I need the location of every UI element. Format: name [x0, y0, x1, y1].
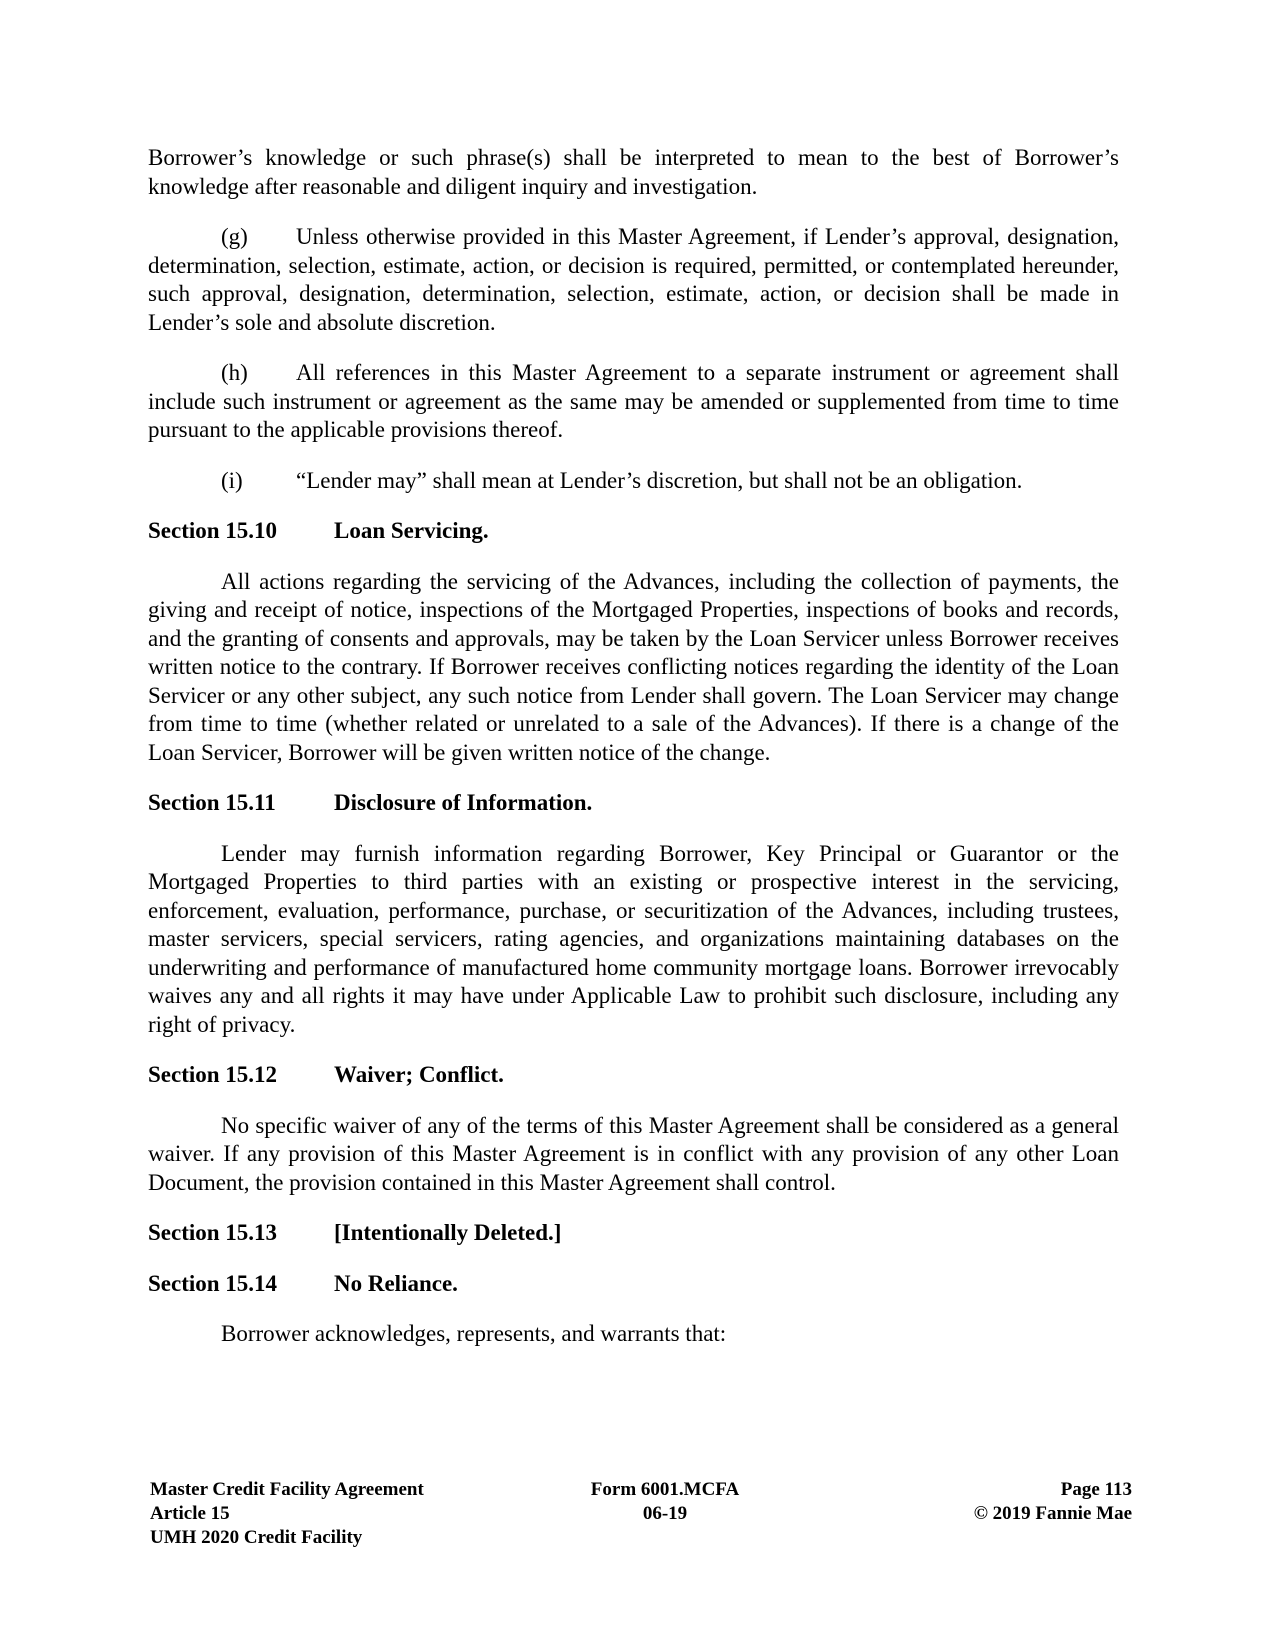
- item-i-label: (i): [221, 467, 243, 493]
- footer-left: [150, 1478, 424, 1550]
- section-15-11-number: Section 15.11: [148, 790, 276, 815]
- section-15-12-title: Waiver; Conflict.: [334, 1062, 504, 1087]
- section-15-10-title: Loan Servicing.: [334, 518, 489, 543]
- footer-right: [974, 1478, 1132, 1526]
- footer-form-date: 06-19: [642, 1503, 688, 1524]
- item-h-label: (h): [221, 360, 248, 385]
- item-i-text: “Lender may” shall mean at Lender’s discretion, but shall not be an obligation.: [296, 467, 1023, 493]
- footer-page-number: Page 113: [1060, 1479, 1132, 1500]
- section-15-13-heading: [148, 1219, 1119, 1248]
- section-15-14-title: No Reliance.: [334, 1270, 458, 1296]
- footer-document-title: Master Credit Facility Agreement: [150, 1479, 424, 1500]
- continuation-paragraph: Borrower’s knowledge or such phrase(s) shall be interpreted to mean to the best of Borrower’s knowledge after reasonable and diligent inquiry and investigation.: [148, 145, 1119, 199]
- footer-article: Article 15: [150, 1503, 230, 1524]
- item-g-text: Unless otherwise provided in this Master Agreement, if Lender’s approval, designation, determination, selection, estimate, action, or decision is required, permitted, or contemplated hereunder, such approval, designation, determination, selection, estimate, action, or decision shall be made in Lender’s sole and absolute discretion.: [148, 224, 1119, 335]
- footer-copyright: © 2019 Fannie Mae: [973, 1503, 1132, 1524]
- item-h-text: All references in this Master Agreement to a separate instrument or agreement shall include such instrument or agreement as the same may be amended or supplemented from time to time pursuant to the applicable provisions thereof.: [148, 360, 1119, 442]
- section-15-14-number: Section 15.14: [148, 1270, 278, 1296]
- section-15-12-paragraph: No specific waiver of any of the terms of this Master Agreement shall be considered as a general waiver. If any provision of this Master Agreement is in conflict with any provision of any other Loan Document, the provision contained in this Master Agreement shall control.: [148, 1112, 1119, 1195]
- section-15-13-title: [Intentionally Deleted.]: [334, 1220, 562, 1245]
- footer-form-number: Form 6001.MCFA: [590, 1479, 740, 1500]
- footer-facility-name: UMH 2020 Credit Facility: [150, 1527, 363, 1548]
- section-15-11-heading: [148, 789, 1119, 818]
- section-15-10-paragraph: All actions regarding the servicing of the Advances, including the collection of payments, the giving and receipt of notice, inspections of the Mortgaged Properties, inspections of books and records, and the granting of consents and approvals, may be taken by the Loan Servicer unless Borrower receives written notice to the contrary. If Borrower receives conflicting notices regarding the identity of the Loan Servicer or any other subject, any such notice from Lender shall govern. The Loan Servicer may change from time to time (whether related or unrelated to a sale of the Advances). If there is a change of the Loan Servicer, Borrower will be given written notice of the change.: [148, 568, 1119, 765]
- section-15-10-number: Section 15.10: [148, 518, 278, 543]
- section-15-12-number: Section 15.12: [148, 1062, 278, 1087]
- section-15-11-paragraph: Lender may furnish information regarding Borrower, Key Principal or Guarantor or the Mortgaged Properties to third parties with an existing or prospective interest in the servicing, enforcement, evaluation, performance, purchase, or securitization of the Advances, including trustees, master servicers, special servicers, rating agencies, and organizations maintaining databases on the underwriting and performance of manufactured home community mortgage loans. Borrower irrevocably waives any and all rights it may have under Applicable Law to prohibit such disclosure, including any right of privacy.: [148, 840, 1119, 1037]
- section-15-12-heading: [148, 1061, 1119, 1090]
- item-g: [148, 223, 1119, 337]
- section-15-13-number: Section 15.13: [148, 1220, 278, 1245]
- section-15-14-heading: [148, 1270, 1119, 1299]
- document-body: [148, 144, 1119, 1371]
- item-g-label: (g): [221, 224, 248, 249]
- section-15-14-paragraph: Borrower acknowledges, represents, and warrants that:: [221, 1321, 727, 1346]
- item-h: [148, 359, 1119, 445]
- section-15-11-title: Disclosure of Information.: [334, 790, 593, 815]
- section-15-10-heading: [148, 517, 1119, 546]
- footer-center: [545, 1478, 785, 1526]
- item-i: [148, 467, 1119, 496]
